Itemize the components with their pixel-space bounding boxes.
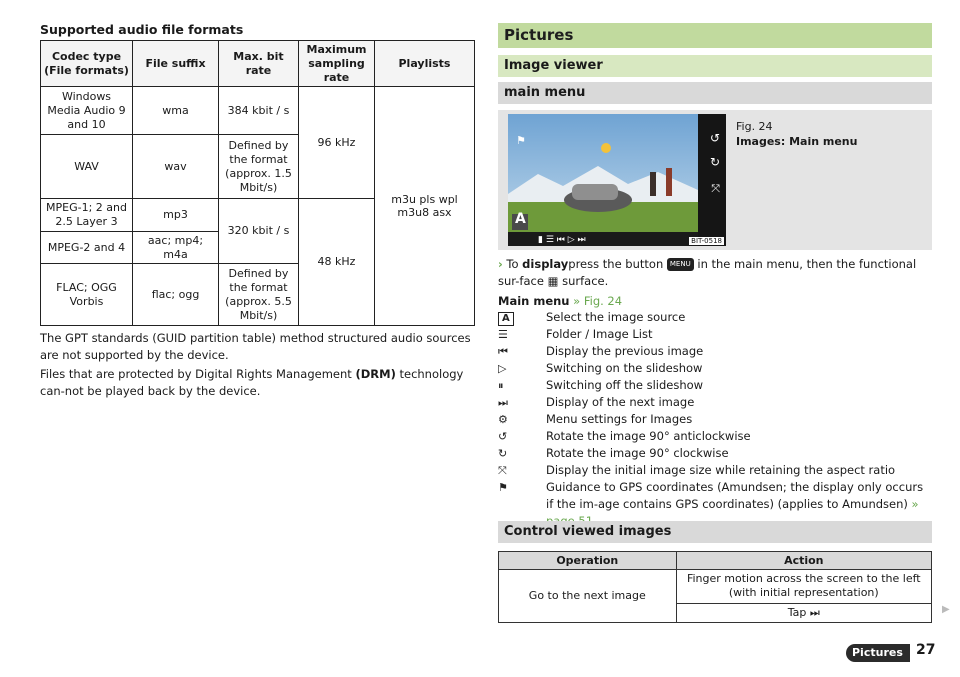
- footer: [846, 640, 936, 662]
- col-header-codec: Codec type (File formats): [41, 41, 133, 87]
- list-item: [498, 326, 932, 343]
- menu-item-text: Select the image source: [546, 310, 686, 324]
- footer-section-pill: [846, 644, 910, 662]
- drm-text-pre: Files that are protected by Digital Rights Management: [40, 367, 356, 381]
- table-cell: Windows Media Audio 9 and 10: [41, 87, 133, 135]
- col-header-suffix: File suffix: [133, 41, 219, 87]
- previous-icon: ⏮: [498, 345, 508, 358]
- footer-section: Pictures: [852, 646, 903, 659]
- menu-item-text: Switching on the slideshow: [546, 361, 703, 375]
- svg-text:⚑: ⚑: [516, 134, 526, 147]
- continue-arrow-icon: ▶: [942, 604, 950, 615]
- col-header-bitrate: Max. bit rate: [219, 41, 299, 87]
- callout-a: A: [515, 211, 526, 227]
- menu-item-text: Display of the next image: [546, 395, 695, 409]
- table-cell: wma: [133, 87, 219, 135]
- instruction-pre: To: [506, 257, 523, 271]
- page-number: 27: [916, 642, 936, 658]
- image-icon: ▦: [547, 273, 559, 288]
- svg-text:⤧: ⤧: [711, 182, 720, 195]
- page-title-bar: [498, 23, 932, 48]
- table-cell: WAV: [41, 135, 133, 199]
- subtitle-bar: [498, 55, 932, 77]
- table-cell: Defined by the format (approx. 5.5 Mbit/s): [219, 264, 299, 326]
- next-icon: ⏭: [498, 396, 508, 409]
- list-item: [498, 411, 932, 428]
- source-a-icon: A: [498, 312, 514, 326]
- menu-item-text: Menu settings for Images: [546, 412, 693, 426]
- table-cell: aac; mp4; m4a: [133, 231, 219, 264]
- table-cell: MPEG-2 and 4: [41, 231, 133, 264]
- list-icon: ☰: [498, 328, 508, 341]
- menu-list: [498, 309, 932, 530]
- settings-icon: ⚙: [498, 413, 508, 426]
- audio-formats-table: [40, 40, 475, 326]
- mainmenu-ref-link[interactable]: » Fig. 24: [573, 294, 623, 308]
- list-item: [498, 377, 932, 394]
- pause-icon: ⏸: [498, 379, 504, 392]
- figure-caption: Images: Main menu: [736, 135, 858, 148]
- drm-paragraph: [40, 366, 472, 399]
- col-header-operation: Operation: [499, 552, 677, 570]
- control-table-wrap: [498, 551, 932, 623]
- svg-text:↺: ↺: [709, 131, 720, 145]
- list-item: [498, 360, 932, 377]
- screen-image: [508, 114, 726, 246]
- control-table: [498, 551, 932, 623]
- section-title: main menu: [504, 85, 586, 100]
- menu-item-text: Switching off the slideshow: [546, 378, 704, 392]
- gps-page-link[interactable]: »: [911, 497, 919, 511]
- drm-text-post: technology can-not be played back by the device.: [40, 367, 464, 398]
- col-header-sampling: Maximum sampling rate: [299, 41, 375, 87]
- menu-button-icon: MENU: [667, 258, 694, 270]
- section-bar: [498, 82, 932, 104]
- control-section-title: Control viewed images: [504, 524, 672, 539]
- chevron-right-icon: ›: [498, 257, 503, 271]
- table-cell: Tap ⏭: [676, 603, 931, 622]
- flag-icon: ⚑: [498, 481, 508, 494]
- playlists-value: m3u pls wpl m3u8 asx: [391, 192, 458, 220]
- rotate-left-icon: ↺: [498, 430, 508, 443]
- col-header-action: Action: [676, 552, 931, 570]
- gpt-paragraph: The GPT standards (GUID partition table) method structured audio sources are not supported by the device.: [40, 331, 471, 362]
- subtitle: Image viewer: [504, 58, 603, 73]
- list-item: [498, 445, 932, 462]
- play-icon: ▷: [498, 362, 507, 375]
- list-item: [498, 343, 932, 360]
- table-cell: [375, 87, 475, 326]
- gps-text: Guidance to GPS coordinates (Amundsen; the display only occurs if the im-age contains GPS coordinates) (applies to Amundsen): [546, 480, 924, 511]
- control-section-bar: [498, 521, 932, 543]
- svg-text:↻: ↻: [709, 155, 720, 169]
- figure-label: Fig. 24: [736, 120, 773, 133]
- instruction-mid: press the button: [568, 257, 667, 271]
- page-title: Pictures: [504, 26, 574, 44]
- menu-item-text: Display the previous image: [546, 344, 704, 358]
- table-cell: flac; ogg: [133, 264, 219, 326]
- table-cell: 320 kbit / s: [219, 199, 299, 264]
- menu-item-text: Folder / Image List: [546, 327, 653, 341]
- screen-frame: [508, 114, 726, 246]
- table-cell: Defined by the format (approx. 1.5 Mbit/s): [219, 135, 299, 199]
- mainmenu-heading: [498, 294, 622, 308]
- table-cell: Go to the next image: [499, 570, 677, 623]
- rotate-right-icon: ↻: [498, 447, 508, 460]
- table-cell: wav: [133, 135, 219, 199]
- menu-item-text: Display the initial image size while retaining the aspect ratio: [546, 463, 896, 477]
- list-item: [498, 309, 932, 326]
- table-cell: MPEG-1; 2 and 2.5 Layer 3: [41, 199, 133, 232]
- fit-size-icon: ⤧: [498, 464, 507, 477]
- figure-code: BIT-0518: [691, 237, 722, 245]
- table-cell: 48 kHz: [299, 199, 375, 326]
- instruction-post: in the main menu, then the functional sur-face: [498, 257, 917, 288]
- table-cell: 384 kbit / s: [219, 87, 299, 135]
- menu-item-text: Rotate the image 90° anticlockwise: [546, 429, 751, 443]
- audio-formats-heading: Supported audio file formats: [40, 22, 244, 37]
- list-item: [498, 428, 932, 445]
- instruction-bold: display: [522, 257, 569, 271]
- instruction-end: surface.: [558, 273, 609, 288]
- table-cell: FLAC; OGG Vorbis: [41, 264, 133, 326]
- instruction: [498, 256, 932, 289]
- list-item: [498, 462, 932, 479]
- menu-item-text: Rotate the image 90° clockwise: [546, 446, 729, 460]
- table-cell: 96 kHz: [299, 87, 375, 199]
- svg-text:▮ ☰ ⏮ ▷ ⏭: ▮ ☰ ⏮ ▷ ⏭: [538, 235, 586, 245]
- table-cell: mp3: [133, 199, 219, 232]
- drm-text-bold: (DRM): [355, 367, 396, 381]
- table-cell: Finger motion across the screen to the left (with initial representation): [676, 570, 931, 604]
- figure-panel: [498, 110, 932, 250]
- col-header-playlists: Playlists: [375, 41, 475, 87]
- list-item: [498, 394, 932, 411]
- mainmenu-label: Main menu: [498, 294, 570, 308]
